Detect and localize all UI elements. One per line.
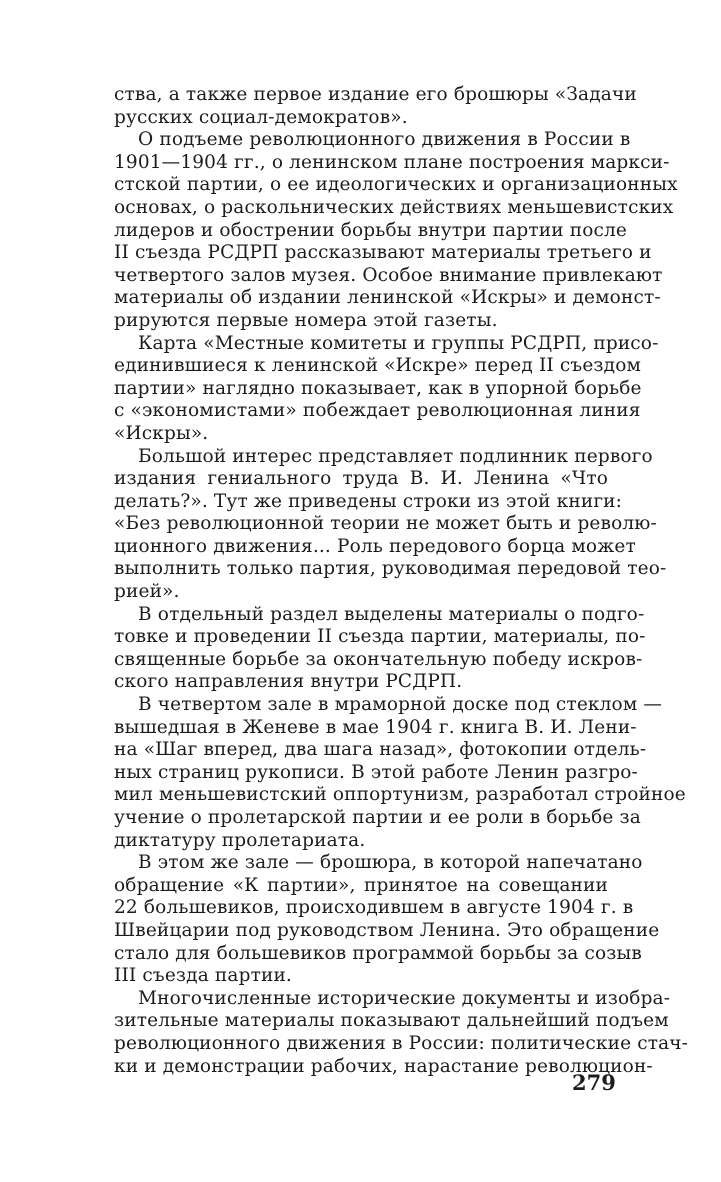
text-line: Швейцарии под руководством Ленина. Это обращение xyxy=(114,919,660,941)
text-line: III съезда партии. xyxy=(114,965,292,987)
text-line: Большой интерес представляет подлинник первого xyxy=(138,445,653,467)
text-line: выполнить только партия, руководимая передовой тео- xyxy=(114,558,667,580)
paragraph-3 xyxy=(114,332,659,446)
text-line: рией». xyxy=(114,581,180,603)
paragraph-7 xyxy=(114,852,660,988)
text-line: обращение «К партии», принятое на совещании xyxy=(114,874,608,896)
text-line: учение о пролетарской партии и ее роли в борьбе за xyxy=(114,807,641,828)
paragraph-5 xyxy=(114,603,646,694)
text-line: товке и проведении II съезда партии, материалы, по- xyxy=(114,626,646,648)
text-line: В отдельный раздел выделены материалы о подго- xyxy=(138,603,645,625)
text-line: стской партии, о ее идеологических и организационных xyxy=(114,174,678,196)
text-line: «Искры». xyxy=(114,422,209,444)
text-line: вышедшая в Женеве в мае 1904 г. книга В. И. Лени- xyxy=(114,716,637,738)
paragraph-1 xyxy=(114,84,637,129)
text-line: В этом же зале — брошюра, в которой напечатано xyxy=(138,852,643,874)
text-line: ского направления внутри РСДРП. xyxy=(114,671,463,693)
text-line: партии» наглядно показывает, как в упорной борьбе xyxy=(114,377,642,399)
text-line: издания гениального труда В. И. Ленина «Что xyxy=(114,468,608,490)
text-line: Многочисленные исторические документы и изобра- xyxy=(138,987,671,1009)
body-text xyxy=(114,84,689,1078)
text-line: ных страниц рукописи. В этой работе Ленин разгро- xyxy=(114,761,638,783)
text-line: рируются первые номера этой газеты. xyxy=(114,309,498,331)
text-line: лидеров и обострении борьбы внутри партии после xyxy=(114,219,627,241)
text-line: с «экономистами» побеждает революционная линия xyxy=(114,400,641,422)
text-line: мил меньшевистский оппортунизм, разработал стройное xyxy=(114,784,686,806)
text-line: Карта «Местные комитеты и группы РСДРП, присо- xyxy=(138,332,659,354)
text-line: В четвертом зале в мраморной доске под стеклом — xyxy=(138,694,663,716)
text-line: ства, а также первое издание его брошюры «Задачи xyxy=(114,84,637,105)
text-line: диктатуру пролетариата. xyxy=(114,829,366,851)
text-line: О подъеме революционного движения в России в xyxy=(138,129,631,151)
text-line: единившиеся к ленинской «Искре» перед II съездом xyxy=(114,355,642,377)
text-line: II съезда РСДРП рассказывают материалы третьего и xyxy=(114,242,652,264)
text-line: стало для большевиков программой борьбы за созыв xyxy=(114,942,642,964)
text-line: «Без революционной теории не может быть и револю- xyxy=(114,513,657,535)
text-line: зительные материалы показывают дальнейший подъем xyxy=(114,1010,669,1032)
text-line: революционного движения в России: политические стач- xyxy=(114,1032,689,1054)
text-line: русских социал-демократов». xyxy=(114,106,408,128)
paragraph-8 xyxy=(114,987,689,1078)
text-line: 22 большевиков, происходившем в августе 1904 г. в xyxy=(114,897,634,919)
text-line: на «Шаг вперед, два шага назад», фотокопии отдель- xyxy=(114,739,647,761)
text-line: ционного движения... Роль передового борца может xyxy=(114,535,636,557)
paragraph-6 xyxy=(114,694,686,852)
text-line: делать?». Тут же приведены строки из этой книги: xyxy=(114,490,623,512)
paragraph-2 xyxy=(114,129,678,332)
paragraph-4 xyxy=(114,445,667,604)
text-line: священные борьбе за окончательную победу искров- xyxy=(114,648,643,670)
text-line: материалы об издании ленинской «Искры» и демонст- xyxy=(114,287,661,309)
page-number: 279 xyxy=(572,1070,616,1095)
text-line: 1901—1904 гг., о ленинском плане построения маркси- xyxy=(114,151,670,173)
text-line: четвертого залов музея. Особое внимание привлекают xyxy=(114,264,663,286)
text-line: основах, о раскольнических действиях меньшевистских xyxy=(114,196,674,218)
text-line: ки и демонстрации рабочих, нарастание революцион- xyxy=(114,1055,653,1077)
